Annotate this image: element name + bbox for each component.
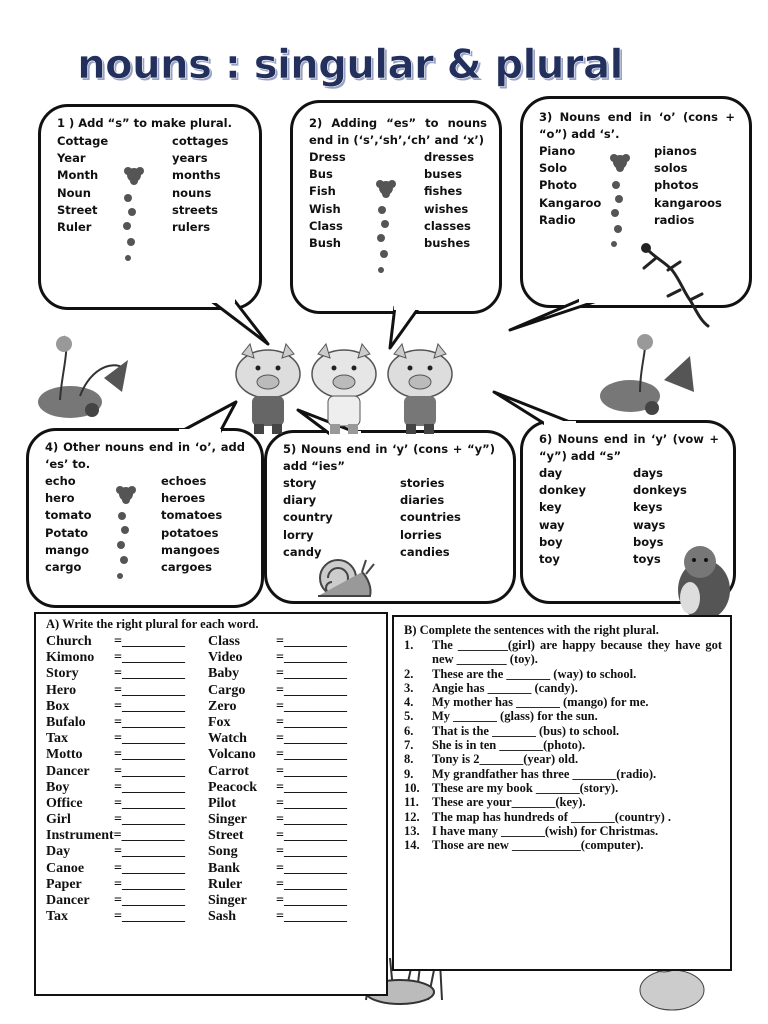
answer-blank[interactable]: =_________: [114, 860, 185, 876]
singular-word: Wish: [309, 201, 341, 216]
exercise-word: Box: [46, 698, 70, 714]
singular-word: Fish: [309, 184, 336, 199]
item-sentence: These are my book _______(story).: [432, 780, 619, 795]
item-number: 14.: [404, 838, 420, 853]
exercise-word: Instrument: [46, 828, 114, 844]
exercise-a-row[interactable]: [46, 780, 185, 796]
item-number: 3.: [404, 680, 414, 695]
exercise-b-list: [404, 638, 722, 852]
singular-word: hero: [45, 491, 75, 506]
item-number: 7.: [404, 738, 414, 753]
answer-blank[interactable]: =_________: [276, 876, 347, 892]
singular-word: boy: [539, 534, 563, 549]
plural-word: buses: [424, 167, 462, 182]
item-number: 4.: [404, 695, 414, 710]
rule-heading-6: 6) Nouns end in ‘y’ (vow + “y”) add “s”: [539, 432, 719, 463]
exercise-a-row[interactable]: [208, 861, 347, 877]
exercise-b-item[interactable]: [404, 638, 722, 667]
answer-blank[interactable]: =_________: [114, 779, 185, 795]
answer-blank[interactable]: =_________: [276, 844, 347, 860]
snail-icon: [318, 560, 374, 596]
answer-blank[interactable]: =_________: [276, 666, 347, 682]
exercise-a-row[interactable]: [46, 796, 185, 812]
plural-word: streets: [172, 202, 218, 217]
exercise-word: Class: [208, 634, 240, 649]
exercise-a-row[interactable]: [46, 747, 185, 763]
exercise-word: Sash: [208, 909, 237, 925]
answer-blank[interactable]: =_________: [114, 634, 185, 649]
rule-heading-4: 4) Other nouns end in ‘o’, add ‘es’ to.: [45, 440, 245, 471]
singular-word: Bus: [309, 167, 333, 182]
plural-word: lorries: [400, 527, 442, 542]
answer-blank[interactable]: =_________: [276, 698, 347, 714]
pig-icon: [312, 344, 376, 434]
exercise-word: Video: [208, 650, 243, 666]
singular-word: country: [283, 510, 333, 525]
exercise-word: Hero: [46, 682, 77, 698]
answer-blank[interactable]: =_________: [114, 714, 185, 730]
item-number: 2.: [404, 666, 414, 681]
item-sentence: My mother has _______ (mango) for me.: [432, 695, 649, 710]
exercise-a-row[interactable]: [46, 731, 185, 747]
plural-word: photos: [654, 178, 699, 193]
exercise-word: Street: [208, 828, 244, 844]
item-sentence: These are the _______ (way) to school.: [432, 666, 637, 681]
exercise-a-row[interactable]: [46, 715, 185, 731]
rule-heading-1: 1 ) Add “s” to make plural.: [57, 116, 232, 130]
exercise-a-column-1: [46, 634, 185, 925]
plural-word: cargoes: [161, 560, 213, 575]
exercise-a-row[interactable]: [46, 683, 185, 699]
exercise-b-item[interactable]: [404, 795, 722, 809]
singular-word: diary: [283, 493, 317, 508]
exercise-a-column-2: [208, 634, 347, 925]
plural-word: wishes: [424, 201, 469, 216]
plural-word: mangoes: [161, 542, 220, 557]
exercise-a-row[interactable]: [46, 877, 185, 893]
plural-word: rulers: [172, 220, 211, 235]
plural-word: months: [172, 168, 221, 183]
exercise-word: Ruler: [208, 876, 243, 892]
item-sentence: She is in ten _______(photo).: [432, 738, 586, 753]
plural-word: fishes: [424, 184, 463, 199]
exercise-a-row[interactable]: [46, 893, 185, 909]
plural-word: bushes: [424, 236, 471, 251]
item-sentence: The map has hundreds of _______(country) .: [432, 809, 672, 824]
rule-heading-3: 3) Nouns end in ‘o’ (cons + “o”) add ‘s’.: [539, 110, 735, 141]
exercise-word: Cargo: [208, 682, 246, 698]
exercise-b-item[interactable]: [404, 724, 722, 738]
plural-word: keys: [633, 500, 663, 515]
plant-icon: [600, 334, 694, 415]
exercise-a-row[interactable]: [208, 634, 347, 650]
singular-word: donkey: [539, 483, 586, 498]
answer-blank[interactable]: =_________: [276, 779, 347, 795]
item-number: 6.: [404, 723, 414, 738]
exercise-word: Tax: [46, 909, 69, 925]
exercise-a-row[interactable]: [208, 909, 347, 925]
exercise-word: Carrot: [208, 763, 249, 779]
singular-word: way: [539, 517, 565, 532]
item-sentence: These are your_______(key).: [432, 795, 586, 810]
exercise-a-row[interactable]: [208, 747, 347, 763]
item-sentence: I have many _______(wish) for Christmas.: [432, 823, 659, 838]
exercise-a-row[interactable]: [46, 666, 185, 682]
item-sentence: Tony is 2_______(year) old.: [432, 752, 579, 767]
answer-blank[interactable]: =_________: [276, 650, 347, 666]
item-number: 8.: [404, 752, 414, 767]
exercise-a-row[interactable]: [208, 650, 347, 666]
singular-word: echo: [45, 474, 76, 488]
item-sentence: Those are new ___________(computer).: [432, 838, 644, 853]
exercise-b-item[interactable]: [404, 767, 722, 781]
answer-blank[interactable]: =_________: [276, 893, 347, 908]
item-sentence: That is the _______ (bus) to school.: [432, 723, 620, 738]
answer-blank[interactable]: =_________: [276, 682, 347, 698]
plural-word: kangaroos: [654, 195, 722, 210]
exercise-b-item[interactable]: [404, 667, 722, 681]
answer-blank[interactable]: =_________: [113, 828, 185, 844]
exercise-a-row[interactable]: [46, 844, 185, 860]
answer-blank[interactable]: =_________: [114, 747, 185, 763]
exercise-word: Bufalo: [46, 714, 86, 730]
answer-blank[interactable]: =_________: [114, 876, 185, 892]
exercise-a-row[interactable]: [208, 844, 347, 860]
plural-word: donkeys: [633, 483, 687, 498]
answer-blank[interactable]: =_________: [114, 795, 185, 811]
plural-word: days: [633, 466, 663, 480]
singular-word: key: [539, 500, 562, 515]
singular-word: lorry: [283, 527, 314, 542]
exercise-word: Kimono: [46, 650, 95, 666]
exercise-word: Baby: [208, 666, 240, 682]
singular-word: story: [283, 476, 317, 490]
item-sentence: My _______ (glass) for the sun.: [432, 709, 598, 724]
answer-blank[interactable]: =_________: [114, 909, 185, 925]
singular-word: Class: [309, 218, 343, 233]
plant-icon: [38, 336, 128, 418]
plural-word: dresses: [424, 150, 475, 164]
exercise-b-item[interactable]: [404, 752, 722, 766]
item-number: 1.: [404, 638, 414, 652]
answer-blank[interactable]: =_________: [276, 795, 347, 811]
plural-word: toys: [633, 552, 661, 567]
singular-word: Bush: [309, 236, 341, 251]
singular-word: Ruler: [57, 220, 92, 235]
exercise-a-row[interactable]: [46, 812, 185, 828]
item-number: 12.: [404, 809, 420, 824]
exercise-word: Dancer: [46, 763, 90, 779]
exercise-word: Peacock: [208, 779, 257, 795]
singular-word: day: [539, 466, 563, 480]
exercise-a-row[interactable]: [208, 666, 347, 682]
exercise-word: Singer: [208, 893, 247, 908]
answer-blank[interactable]: =_________: [276, 828, 347, 844]
answer-blank[interactable]: =_________: [276, 714, 347, 730]
exercise-a-row[interactable]: [208, 780, 347, 796]
singular-word: Potato: [45, 525, 88, 540]
plural-word: nouns: [172, 185, 212, 200]
singular-word: Year: [57, 151, 86, 166]
item-number: 13.: [404, 823, 420, 838]
exercise-word: Motto: [46, 747, 83, 763]
exercise-word: Office: [46, 795, 83, 811]
exercise-a-row[interactable]: [208, 812, 347, 828]
pig-icon: [236, 344, 300, 434]
item-number: 10.: [404, 780, 420, 795]
plural-word: echoes: [161, 474, 207, 488]
exercise-a-row[interactable]: [46, 861, 185, 877]
singular-word: Cottage: [57, 134, 109, 148]
exercise-b-instruction: B) Complete the sentences with the right plural.: [404, 623, 659, 637]
answer-blank[interactable]: =_________: [114, 844, 185, 860]
exercise-word: Song: [208, 844, 238, 860]
dog-icon: [678, 546, 730, 620]
plural-word: radios: [654, 212, 695, 227]
answer-blank[interactable]: =_________: [114, 650, 185, 666]
exercise-b-item[interactable]: [404, 738, 722, 752]
exercise-a-row[interactable]: [46, 764, 185, 780]
exercise-a-row[interactable]: [208, 764, 347, 780]
singular-word: tomato: [45, 508, 92, 523]
item-number: 9.: [404, 766, 414, 781]
exercise-a-row[interactable]: [46, 650, 185, 666]
exercise-word: Bank: [208, 860, 240, 876]
answer-blank[interactable]: =_________: [276, 860, 347, 876]
rule-heading-2: 2) Adding “es” to nouns end in (‘s’,‘sh’,‘ch’ and ‘x’): [309, 116, 487, 147]
page-title: nouns : singular & plural: [77, 42, 623, 88]
exercise-b-item[interactable]: [404, 709, 722, 723]
exercise-b-item[interactable]: [404, 824, 722, 838]
answer-blank[interactable]: =_________: [276, 634, 347, 649]
plural-word: classes: [424, 218, 471, 233]
plural-word: ways: [633, 517, 666, 532]
exercise-word: Church: [46, 634, 92, 649]
answer-blank[interactable]: =_________: [276, 812, 347, 828]
singular-word: Piano: [539, 144, 576, 158]
answer-blank[interactable]: =_________: [114, 893, 185, 908]
plural-word: potatoes: [161, 525, 219, 540]
singular-word: Dress: [309, 150, 346, 164]
exercise-b-item[interactable]: [404, 838, 722, 852]
singular-word: Radio: [539, 212, 576, 227]
exercise-word: Girl: [46, 812, 71, 828]
exercise-a-row[interactable]: [208, 699, 347, 715]
exercise-a-row[interactable]: [46, 634, 185, 650]
answer-blank[interactable]: =_________: [114, 731, 185, 747]
answer-blank[interactable]: =_________: [276, 909, 347, 925]
answer-blank[interactable]: =_________: [276, 747, 347, 763]
plural-word: pianos: [654, 144, 697, 158]
singular-word: toy: [539, 552, 560, 567]
exercise-word: Fox: [208, 714, 231, 730]
plural-word: years: [172, 151, 208, 166]
answer-blank[interactable]: =_________: [114, 698, 185, 714]
exercise-word: Watch: [208, 731, 247, 747]
singular-word: mango: [45, 542, 90, 557]
plural-word: stories: [400, 476, 445, 490]
plural-word: solos: [654, 161, 688, 176]
exercise-b-item[interactable]: [404, 681, 722, 695]
exercise-a-row[interactable]: [208, 731, 347, 747]
item-number: 5.: [404, 709, 414, 724]
exercise-a-row[interactable]: [208, 683, 347, 699]
exercise-a-row[interactable]: [208, 893, 347, 909]
plural-word: tomatoes: [161, 508, 223, 523]
exercise-word: Paper: [46, 876, 82, 892]
pig-icon: [388, 344, 452, 434]
plural-word: candies: [400, 544, 450, 559]
exercise-word: Volcano: [208, 747, 256, 763]
rule-heading-5: 5) Nouns end in ‘y’ (cons + “y”) add “ies”: [283, 442, 495, 473]
singular-word: Kangaroo: [539, 195, 602, 210]
exercise-a-box: [34, 612, 388, 996]
item-number: 11.: [404, 795, 419, 810]
item-sentence: Angie has _______ (candy).: [432, 680, 578, 695]
singular-word: Solo: [539, 161, 568, 176]
plural-word: countries: [400, 510, 461, 525]
answer-blank[interactable]: =_________: [114, 812, 185, 828]
singular-word: cargo: [45, 560, 82, 575]
exercise-a-row[interactable]: [208, 877, 347, 893]
exercise-word: Singer: [208, 812, 247, 828]
plural-word: cottages: [172, 134, 229, 148]
plural-word: heroes: [161, 491, 206, 506]
answer-blank[interactable]: =_________: [276, 763, 347, 779]
exercise-word: Day: [46, 844, 71, 860]
plural-word: boys: [633, 534, 664, 549]
singular-word: Month: [57, 168, 99, 183]
answer-blank[interactable]: =_________: [114, 682, 185, 698]
exercise-word: Tax: [46, 731, 69, 747]
exercise-word: Zero: [208, 698, 237, 714]
exercise-b-item[interactable]: [404, 810, 722, 824]
item-sentence: My grandfather has three _______(radio).: [432, 766, 657, 781]
exercise-a-row[interactable]: [46, 909, 185, 925]
item-sentence: The ________(girl) are happy because they have got new ________ (toy).: [432, 638, 722, 667]
exercise-word: Boy: [46, 779, 70, 795]
singular-word: Photo: [539, 178, 577, 193]
exercise-a-row[interactable]: [208, 715, 347, 731]
singular-word: Street: [57, 202, 98, 217]
exercise-word: Dancer: [46, 893, 90, 908]
exercise-a-instruction: A) Write the right plural for each word.: [46, 617, 259, 631]
singular-word: candy: [283, 544, 322, 559]
plural-word: diaries: [400, 493, 445, 508]
exercise-b-box: [392, 615, 732, 971]
exercise-word: Pilot: [208, 795, 236, 811]
exercise-a-row[interactable]: [208, 828, 347, 844]
exercise-word: Story: [46, 666, 79, 682]
answer-blank[interactable]: =_________: [114, 666, 185, 682]
exercise-b-item[interactable]: [404, 781, 722, 795]
exercise-word: Canoe: [46, 860, 85, 876]
answer-blank[interactable]: =_________: [114, 763, 185, 779]
singular-word: Noun: [57, 185, 91, 200]
exercise-a-row[interactable]: [208, 796, 347, 812]
exercise-a-row[interactable]: [46, 828, 185, 844]
exercise-a-row[interactable]: [46, 699, 185, 715]
exercise-b-item[interactable]: [404, 695, 722, 709]
answer-blank[interactable]: =_________: [276, 731, 347, 747]
